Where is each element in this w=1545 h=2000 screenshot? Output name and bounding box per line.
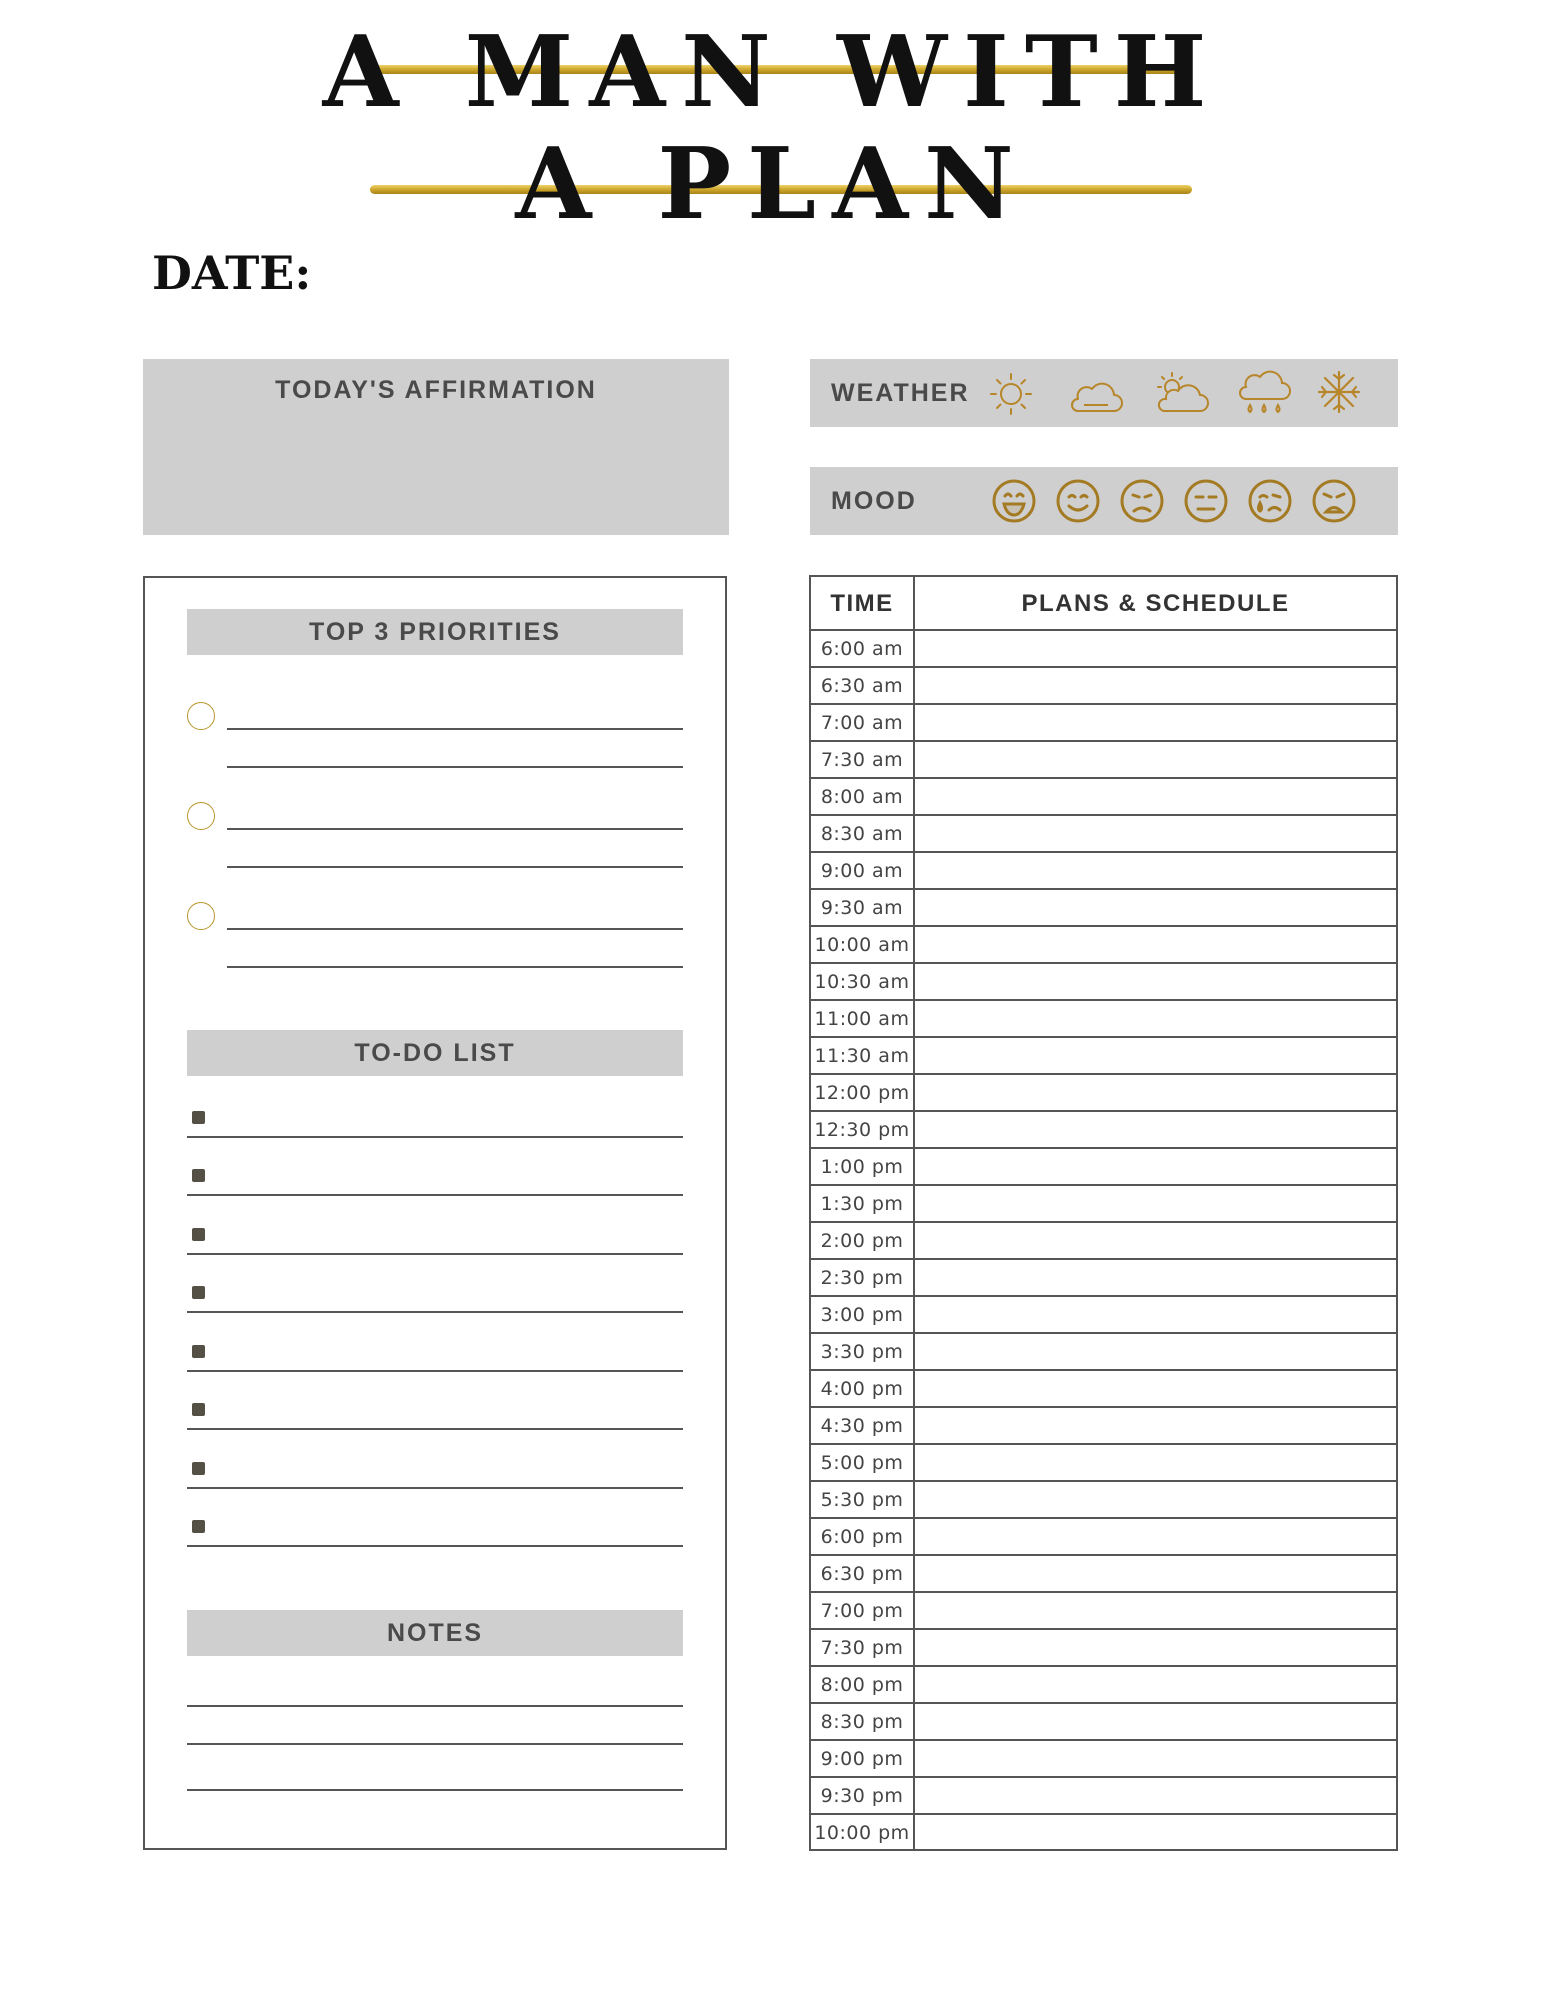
plan-cell[interactable] bbox=[915, 964, 1396, 1001]
schedule-row bbox=[811, 1038, 1396, 1075]
time-cell: 6:00 am bbox=[820, 638, 904, 660]
plan-cell[interactable] bbox=[915, 1075, 1396, 1112]
todo-line[interactable] bbox=[187, 1428, 683, 1430]
todo-checkbox[interactable] bbox=[192, 1169, 205, 1182]
schedule-row bbox=[811, 1778, 1396, 1815]
plan-cell[interactable] bbox=[915, 1704, 1396, 1741]
schedule-row bbox=[811, 631, 1396, 668]
schedule-row bbox=[811, 668, 1396, 705]
priority-line[interactable] bbox=[227, 928, 683, 930]
snowflake-icon[interactable] bbox=[1317, 370, 1361, 414]
sad-face-icon[interactable] bbox=[1119, 478, 1165, 524]
rain-icon[interactable] bbox=[1236, 369, 1292, 421]
grin-face-icon[interactable] bbox=[991, 478, 1037, 524]
plan-cell[interactable] bbox=[915, 1223, 1396, 1260]
time-cell: 1:00 pm bbox=[820, 1156, 904, 1178]
schedule-row bbox=[811, 1519, 1396, 1556]
time-cell: 9:30 pm bbox=[820, 1785, 904, 1807]
plan-cell[interactable] bbox=[915, 1593, 1396, 1630]
notes-line[interactable] bbox=[187, 1705, 683, 1707]
plan-cell[interactable] bbox=[915, 1001, 1396, 1038]
schedule-header-row bbox=[811, 577, 1396, 631]
plan-cell[interactable] bbox=[915, 1371, 1396, 1408]
sun-icon[interactable] bbox=[988, 371, 1034, 417]
schedule-row bbox=[811, 1112, 1396, 1149]
todo-checkbox[interactable] bbox=[192, 1286, 205, 1299]
date-label: DATE: bbox=[152, 246, 312, 300]
time-cell: 7:00 am bbox=[820, 712, 904, 734]
plan-cell[interactable] bbox=[915, 1186, 1396, 1223]
time-cell: 4:30 pm bbox=[820, 1415, 904, 1437]
plan-cell[interactable] bbox=[915, 668, 1396, 705]
plan-cell[interactable] bbox=[915, 1297, 1396, 1334]
plan-cell[interactable] bbox=[915, 1260, 1396, 1297]
time-cell: 12:30 pm bbox=[814, 1119, 910, 1141]
schedule-row bbox=[811, 1260, 1396, 1297]
schedule-table bbox=[809, 575, 1398, 1851]
todo-checkbox[interactable] bbox=[192, 1345, 205, 1358]
schedule-row bbox=[811, 816, 1396, 853]
plan-cell[interactable] bbox=[915, 1334, 1396, 1371]
schedule-row bbox=[811, 1593, 1396, 1630]
todo-checkbox[interactable] bbox=[192, 1403, 205, 1416]
plan-cell[interactable] bbox=[915, 1445, 1396, 1482]
affirmation-box[interactable] bbox=[143, 359, 729, 535]
schedule-row bbox=[811, 1149, 1396, 1186]
schedule-row bbox=[811, 779, 1396, 816]
schedule-row bbox=[811, 1334, 1396, 1371]
todo-checkbox[interactable] bbox=[192, 1520, 205, 1533]
todo-checkbox[interactable] bbox=[192, 1228, 205, 1241]
todo-line[interactable] bbox=[187, 1487, 683, 1489]
time-cell: 2:30 pm bbox=[820, 1267, 904, 1289]
priority-line[interactable] bbox=[227, 966, 683, 968]
plan-cell[interactable] bbox=[915, 1630, 1396, 1667]
notes-header: NOTES bbox=[187, 1610, 683, 1656]
schedule-row bbox=[811, 1371, 1396, 1408]
plan-cell[interactable] bbox=[915, 631, 1396, 668]
time-cell: 10:00 pm bbox=[814, 1822, 910, 1844]
priority-checkbox-1[interactable] bbox=[187, 702, 215, 730]
time-cell: 8:30 am bbox=[820, 823, 904, 845]
schedule-row bbox=[811, 1186, 1396, 1223]
partly-cloudy-icon[interactable] bbox=[1152, 369, 1210, 417]
plan-cell[interactable] bbox=[915, 1038, 1396, 1075]
affirmation-label: TODAY'S AFFIRMATION bbox=[275, 376, 597, 404]
schedule-row bbox=[811, 1741, 1396, 1778]
time-cell: 10:30 am bbox=[814, 971, 910, 993]
plan-cell[interactable] bbox=[915, 1815, 1396, 1852]
mood-label: MOOD bbox=[831, 487, 917, 515]
plans-column-header: PLANS & SCHEDULE bbox=[1021, 590, 1290, 617]
time-column-header: TIME bbox=[830, 590, 894, 617]
notes-line[interactable] bbox=[187, 1743, 683, 1745]
todo-line[interactable] bbox=[187, 1370, 683, 1372]
schedule-row bbox=[811, 1075, 1396, 1112]
schedule-row bbox=[811, 1297, 1396, 1334]
schedule-row bbox=[811, 1667, 1396, 1704]
time-cell: 7:00 pm bbox=[820, 1600, 904, 1622]
todo-line[interactable] bbox=[187, 1545, 683, 1547]
time-cell: 12:00 pm bbox=[814, 1082, 910, 1104]
plan-cell[interactable] bbox=[915, 853, 1396, 890]
time-cell: 10:00 am bbox=[814, 934, 910, 956]
time-cell: 6:30 am bbox=[820, 675, 904, 697]
left-panel bbox=[143, 576, 727, 1850]
schedule-row bbox=[811, 1445, 1396, 1482]
schedule-row bbox=[811, 927, 1396, 964]
plan-cell[interactable] bbox=[915, 705, 1396, 742]
todo-line[interactable] bbox=[187, 1311, 683, 1313]
schedule-row bbox=[811, 1630, 1396, 1667]
todo-line[interactable] bbox=[187, 1136, 683, 1138]
priority-checkbox-2[interactable] bbox=[187, 802, 215, 830]
time-cell: 3:30 pm bbox=[820, 1341, 904, 1363]
plan-cell[interactable] bbox=[915, 1408, 1396, 1445]
plan-cell[interactable] bbox=[915, 890, 1396, 927]
time-cell: 11:00 am bbox=[814, 1008, 910, 1030]
weather-box bbox=[810, 359, 1398, 427]
time-cell: 3:00 pm bbox=[820, 1304, 904, 1326]
crying-face-icon[interactable] bbox=[1247, 478, 1293, 524]
time-cell: 9:30 am bbox=[820, 897, 904, 919]
smile-face-icon[interactable] bbox=[1055, 478, 1101, 524]
time-cell: 2:00 pm bbox=[820, 1230, 904, 1252]
time-cell: 8:00 am bbox=[820, 786, 904, 808]
todo-checkbox[interactable] bbox=[192, 1111, 205, 1124]
mood-box bbox=[810, 467, 1398, 535]
page-title-line-2: A PLAN bbox=[515, 127, 1030, 242]
time-cell: 6:30 pm bbox=[820, 1563, 904, 1585]
schedule-row bbox=[811, 1704, 1396, 1741]
time-cell: 6:00 pm bbox=[820, 1526, 904, 1548]
priority-checkbox-3[interactable] bbox=[187, 902, 215, 930]
time-cell: 5:30 pm bbox=[820, 1489, 904, 1511]
weather-label: WEATHER bbox=[831, 379, 970, 407]
time-cell: 7:30 am bbox=[820, 749, 904, 771]
schedule-row bbox=[811, 1001, 1396, 1038]
schedule-row bbox=[811, 853, 1396, 890]
plan-cell[interactable] bbox=[915, 1482, 1396, 1519]
schedule-row bbox=[811, 705, 1396, 742]
schedule-row bbox=[811, 1408, 1396, 1445]
time-cell: 8:00 pm bbox=[820, 1674, 904, 1696]
plan-cell[interactable] bbox=[915, 1556, 1396, 1593]
todo-checkbox[interactable] bbox=[192, 1462, 205, 1475]
time-cell: 5:00 pm bbox=[820, 1452, 904, 1474]
plan-cell[interactable] bbox=[915, 1667, 1396, 1704]
plan-cell[interactable] bbox=[915, 742, 1396, 779]
plan-cell[interactable] bbox=[915, 816, 1396, 853]
time-cell: 8:30 pm bbox=[820, 1711, 904, 1733]
plan-cell[interactable] bbox=[915, 1741, 1396, 1778]
plan-cell[interactable] bbox=[915, 1519, 1396, 1556]
schedule-row bbox=[811, 1556, 1396, 1593]
priority-line[interactable] bbox=[227, 728, 683, 730]
schedule-row bbox=[811, 742, 1396, 779]
schedule-row bbox=[811, 890, 1396, 927]
page-title-line-1: A MAN WITH bbox=[322, 15, 1223, 130]
time-cell: 1:30 pm bbox=[820, 1193, 904, 1215]
time-cell: 9:00 am bbox=[820, 860, 904, 882]
neutral-face-icon[interactable] bbox=[1183, 478, 1229, 524]
plan-cell[interactable] bbox=[915, 779, 1396, 816]
schedule-row bbox=[811, 1482, 1396, 1519]
schedule-row bbox=[811, 1223, 1396, 1260]
time-cell: 4:00 pm bbox=[820, 1378, 904, 1400]
time-cell: 11:30 am bbox=[814, 1045, 910, 1067]
plan-cell[interactable] bbox=[915, 1778, 1396, 1815]
todo-line[interactable] bbox=[187, 1194, 683, 1196]
time-cell: 7:30 pm bbox=[820, 1637, 904, 1659]
cloud-icon[interactable] bbox=[1068, 373, 1124, 417]
priority-line[interactable] bbox=[227, 766, 683, 768]
todo-header: TO-DO LIST bbox=[187, 1030, 683, 1076]
priorities-header: TOP 3 PRIORITIES bbox=[187, 609, 683, 655]
priority-line[interactable] bbox=[227, 866, 683, 868]
time-cell: 9:00 pm bbox=[820, 1748, 904, 1770]
todo-line[interactable] bbox=[187, 1253, 683, 1255]
schedule-row bbox=[811, 964, 1396, 1001]
plan-cell[interactable] bbox=[915, 1112, 1396, 1149]
notes-line[interactable] bbox=[187, 1789, 683, 1791]
plan-cell[interactable] bbox=[915, 927, 1396, 964]
angry-face-icon[interactable] bbox=[1311, 478, 1357, 524]
plan-cell[interactable] bbox=[915, 1149, 1396, 1186]
priority-line[interactable] bbox=[227, 828, 683, 830]
schedule-row bbox=[811, 1815, 1396, 1850]
